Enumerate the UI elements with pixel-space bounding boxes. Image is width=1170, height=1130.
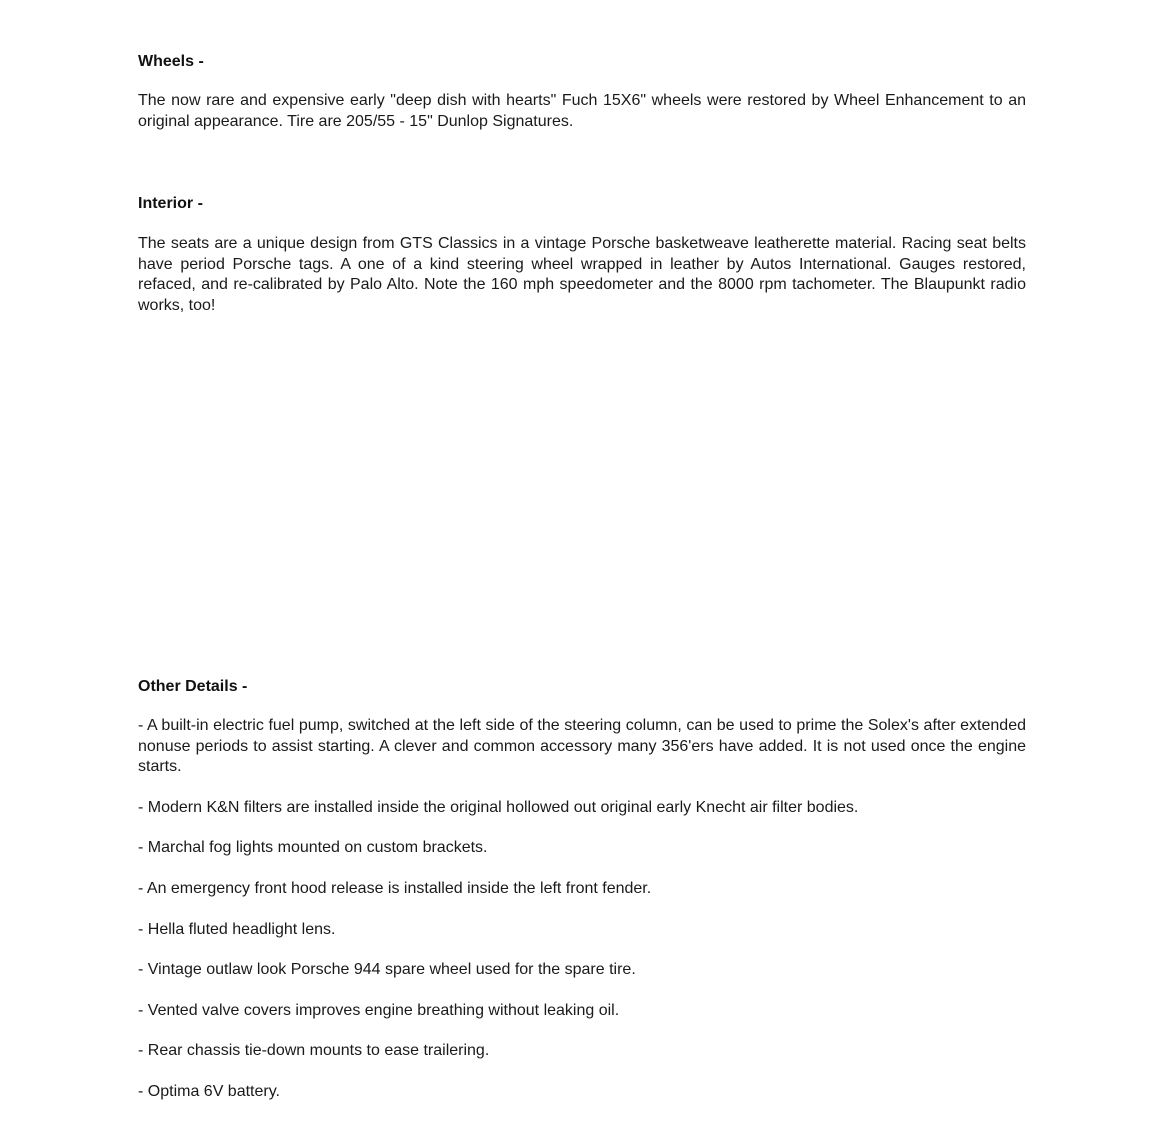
list-item: - Optima 6V battery. (138, 1082, 280, 1100)
list-item: - An emergency front hood release is installed inside the left front fender. (138, 879, 652, 897)
interior-section (138, 193, 1026, 316)
interior-paragraph: The seats are a unique design from GTS Classics in a vintage Porsche basketweave leatherette material. Racing seat belts have period Porsche tags. A one of a kind steering wheel wrapped in leather by Autos International. Gauges restored, refaced, and re-calibrated by Palo Alto. Note the 160 mph speedometer and the 8000 rpm tachometer. The Blaupunkt radio works, too! (138, 235, 1026, 314)
list-item: - Hella fluted headlight lens. (138, 920, 336, 938)
list-item: - Rear chassis tie-down mounts to ease trailering. (138, 1042, 490, 1060)
wheels-paragraph: The now rare and expensive early "deep dish with hearts" Fuch 15X6" wheels were restored by Wheel Enhancement to an original appearance. Tire are 205/55 - 15" Dunlop Signatures. (138, 92, 1026, 130)
wheels-section (138, 51, 1026, 132)
list-item: - Vented valve covers improves engine breathing without leaking oil. (138, 1001, 620, 1019)
interior-heading: Interior - (138, 195, 203, 212)
wheels-heading: Wheels - (138, 53, 204, 70)
other-details-heading: Other Details - (138, 678, 248, 695)
list-item: - Vintage outlaw look Porsche 944 spare wheel used for the spare tire. (138, 961, 636, 979)
other-details-list (138, 716, 1026, 1103)
list-item: - Marchal fog lights mounted on custom brackets. (138, 839, 488, 857)
other-details-section (138, 676, 1026, 1103)
list-item: - A built-in electric fuel pump, switched at the left side of the steering column, can be used to prime the Solex's after extended nonuse periods to assist starting. A clever and common accessory many 356'ers have added. It is not used once the engine starts. (138, 717, 1026, 776)
list-item: - Modern K&N filters are installed inside the original hollowed out original early Knecht air filter bodies. (138, 798, 859, 816)
